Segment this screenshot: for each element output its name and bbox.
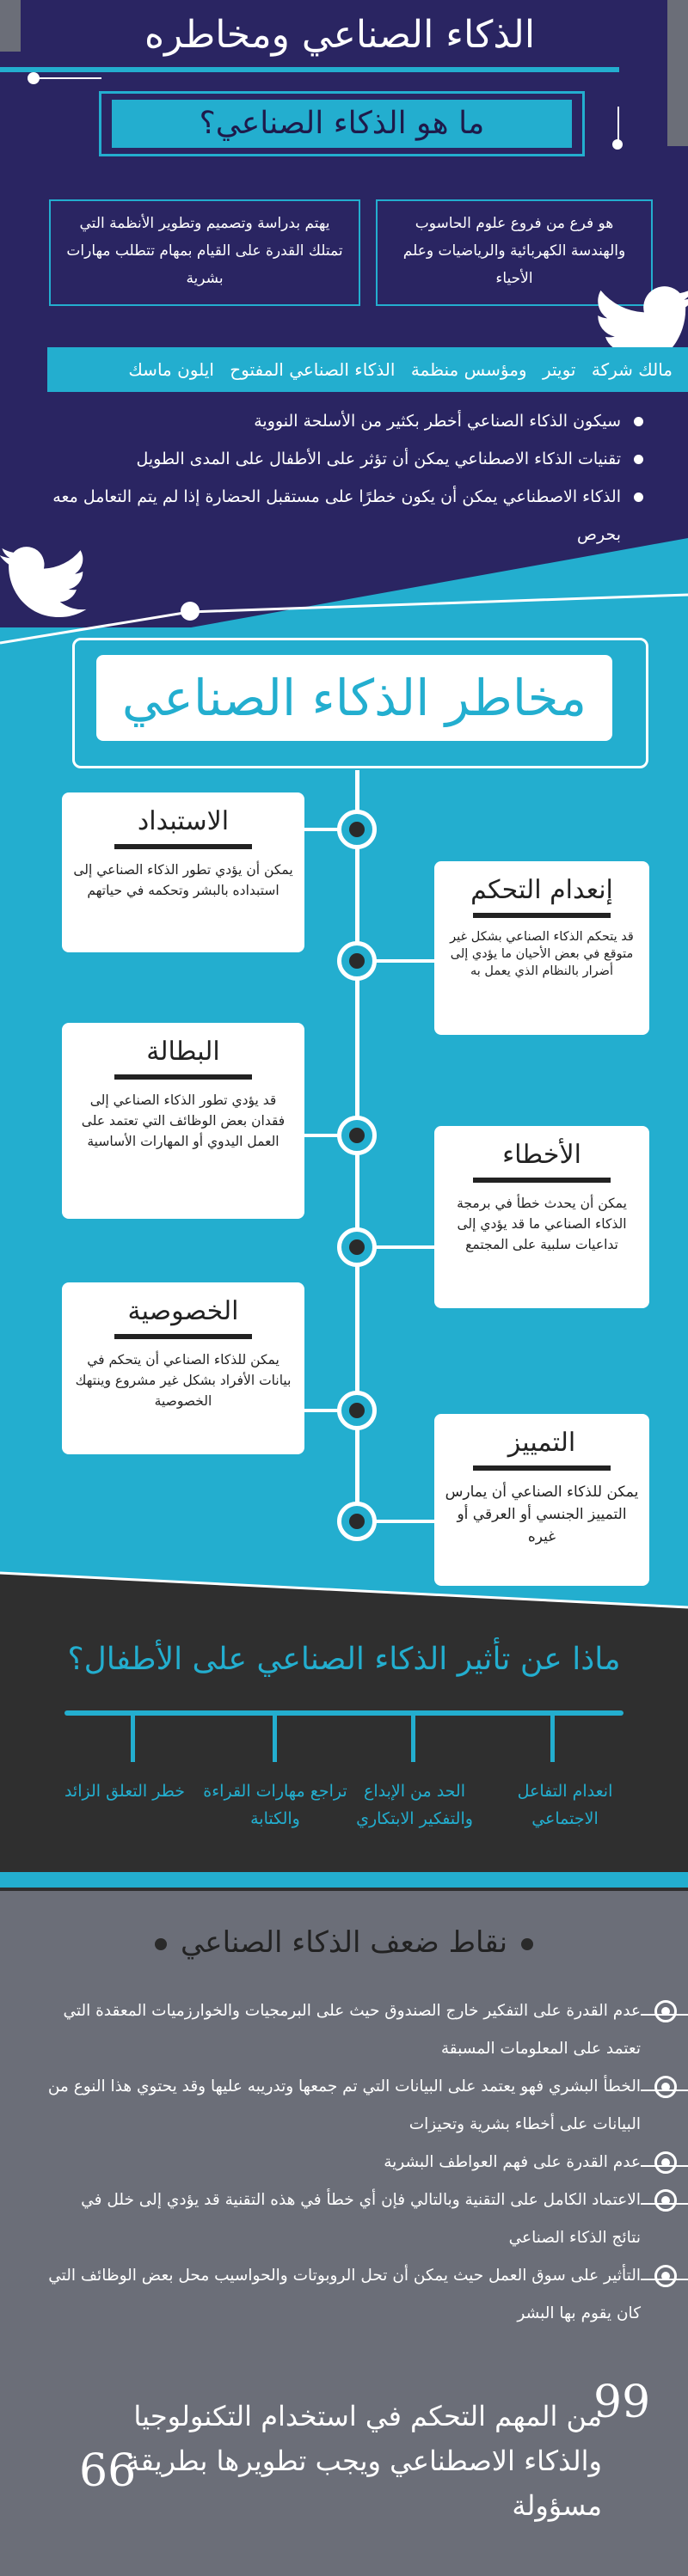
quotes-list — [52, 402, 645, 554]
wave-dot — [181, 602, 200, 621]
kids-tick — [131, 1714, 135, 1762]
definition-left: يهتم بدراسة وتصميم وتطوير الأنظمة التي تمتلك القدرة على القيام بمهام تتطلب مهارات بشرية — [49, 199, 360, 306]
weakness-item — [47, 2068, 641, 2144]
risk-card-text: يمكن للذكاء الصناعي أن يمارس التمييز الجنسي أو العرقي أو غيره — [445, 1484, 639, 1545]
names-bar-item: مالك شركة — [591, 359, 673, 380]
target-icon — [654, 2151, 677, 2174]
names-bar-item: ايلون ماسك — [128, 359, 214, 380]
title-underline — [473, 1465, 611, 1471]
weakness-item — [47, 2144, 641, 2181]
closing-quote: من المهم التحكم في استخدام التكنولوجيا والذكاء الاصطناعي ويجب تطويرها بطريقة مسؤولة — [126, 2400, 602, 2522]
risk-card-title: التمييز — [507, 1428, 576, 1458]
weakness-text: التأثير على سوق العمل حيث يمكن أن تحل الروبوتات والحواسيب محل بعض الوظائف التي كان يقوم بها البشر — [48, 2267, 641, 2322]
title-underline — [473, 913, 611, 918]
section-divider — [0, 1872, 688, 1888]
kids-section — [0, 1573, 688, 1891]
weakness-item — [47, 2181, 641, 2257]
connector-line — [303, 828, 339, 831]
risk-card-text: يمكن للذكاء الصناعي أن يتحكم في بيانات الأفراد بشكل غير مشروع وينتهك الخصوصية — [75, 1352, 292, 1409]
timeline-node — [337, 810, 377, 849]
names-bar-item: الذكاء الصناعي المفتوح — [230, 359, 396, 380]
title-underline — [473, 1178, 611, 1183]
kids-item: خطر التعلق الزائد — [64, 1782, 186, 1801]
title-underline — [114, 1074, 252, 1080]
title-underline — [0, 67, 619, 72]
kids-item: تراجع مهارات القراءة والكتابة — [203, 1782, 347, 1828]
kids-bar — [64, 1710, 624, 1716]
quote-close-icon: 66 — [79, 2445, 137, 2497]
weaknesses-title — [0, 1925, 688, 1960]
kids-tick — [273, 1714, 277, 1762]
kids-title: ماذا عن تأثير الذكاء الصناعي على الأطفال؟ — [67, 1642, 621, 1677]
connector-line — [303, 1409, 339, 1412]
subtitle: ما هو الذكاء الصناعي؟ — [112, 100, 572, 148]
timeline-node — [337, 1502, 377, 1541]
page-title: الذكاء الصناعي ومخاطره — [112, 3, 568, 67]
kids-item: انعدام التفاعل الاجتماعي — [517, 1782, 613, 1828]
connector-line — [375, 1520, 435, 1523]
risk-card — [434, 861, 649, 1035]
risk-card — [62, 792, 304, 952]
connector-line — [303, 1134, 339, 1137]
risks-title: مخاطر الذكاء الصناعي — [96, 655, 612, 741]
weakness-text: الاعتماد الكامل على التقنية وبالتالي فإن أي خطأ في هذه التقنية قد يؤدي إلى خلل في نتائج الذكاء الصناعي — [81, 2191, 641, 2247]
risk-card-title: الاستبداد — [137, 806, 230, 836]
target-icon — [654, 2265, 677, 2287]
corner-block — [0, 0, 21, 52]
risk-card-text: قد يؤدي تطور الذكاء الصناعي إلى فقدان بعض الوظائف التي تعتمد على العمل اليدوي أو المهارات الأساسية — [81, 1092, 286, 1149]
risk-card — [62, 1023, 304, 1219]
risk-card-text: يمكن أن يؤدي تطور الذكاء الصناعي إلى استبداده بالبشر وتحكمه في حياتهم — [73, 862, 293, 898]
title-underline — [114, 844, 252, 849]
connector-dot — [612, 139, 623, 150]
definition-right: هو فرع من فروع علوم الحاسوب والهندسة الكهربائية والرياضيات وعلم الأحياء — [376, 199, 653, 306]
weakness-item — [47, 1992, 641, 2068]
quote-item: سيكون الذكاء الصناعي أخطر بكثير من الأسلحة النووية — [52, 402, 645, 440]
risk-card-text: يمكن أن يحدث خطأ في برمجة الذكاء الصناعي ما قد يؤدي إلى تداعيات سلبية على المجتمع — [457, 1196, 627, 1252]
risk-card-title: إنعدام التحكم — [470, 875, 613, 905]
corner-block — [667, 0, 688, 146]
divider-line — [0, 1571, 688, 1614]
risk-card-title: الخصوصية — [127, 1296, 239, 1326]
kids-tick — [550, 1714, 555, 1762]
weakness-text: الخطأ البشري فهو يعتمد على البيانات التي تم جمعها وتدريبه عليها وقد يحتوي هذا النوع من البيانات على أخطاء بشرية وتحيزات — [47, 2077, 641, 2133]
timeline-node — [337, 941, 377, 981]
bullet-dot — [521, 1938, 533, 1950]
names-bar-item: ومؤسس منظمة — [410, 359, 527, 380]
connector-line — [375, 959, 435, 963]
title-underline — [114, 1334, 252, 1339]
kids-item: الحد من الإبداع والتفكير الابتكاري — [356, 1782, 473, 1828]
weaknesses-title-text: نقاط ضعف الذكاء الصناعي — [180, 1925, 508, 1960]
target-icon — [654, 2000, 677, 2022]
wave-line — [0, 593, 688, 645]
bullet-dot — [155, 1938, 167, 1950]
connector-line — [375, 1245, 435, 1249]
connector-line — [617, 107, 619, 141]
names-bar-item: تويتر — [542, 359, 576, 380]
timeline-node — [337, 1227, 377, 1267]
risk-card — [434, 1126, 649, 1308]
connector-line — [33, 77, 101, 79]
quote-item: الذكاء الاصطناعي يمكن أن يكون خطرًا على مستقبل الحضارة إذا لم يتم التعامل معه بحرص — [52, 478, 645, 554]
weaknesses-list — [47, 1992, 641, 2333]
risk-card-text: قد يتحكم الذكاء الصناعي بشكل غير متوقع في بعض الأحيان ما يؤدي إلى أضرار بالنظام الذي يعمل به — [450, 930, 634, 978]
names-bar — [47, 347, 688, 392]
quote-open-icon: 99 — [593, 2377, 651, 2428]
connector-dot — [28, 72, 40, 84]
target-icon — [654, 2189, 677, 2212]
risk-card-title: الأخطاء — [502, 1140, 581, 1170]
weakness-text: عدم القدرة على التفكير خارج الصندوق حيث على البرمجيات والخوارزميات المعقدة التي تعتمد على المعلومات المسبقة — [63, 2002, 641, 2058]
timeline-node — [337, 1391, 377, 1430]
quote-item: تقنيات الذكاء الاصطناعي يمكن أن تؤثر على الأطفال على المدى الطويل — [52, 440, 645, 478]
weakness-item — [47, 2257, 641, 2333]
risk-card-title: البطالة — [146, 1037, 220, 1067]
target-icon — [654, 2076, 677, 2098]
weakness-text: عدم القدرة على فهم العواطف البشرية — [384, 2153, 641, 2171]
risk-card — [434, 1414, 649, 1586]
kids-tick — [411, 1714, 415, 1762]
timeline-node — [337, 1116, 377, 1155]
risk-card — [62, 1282, 304, 1454]
